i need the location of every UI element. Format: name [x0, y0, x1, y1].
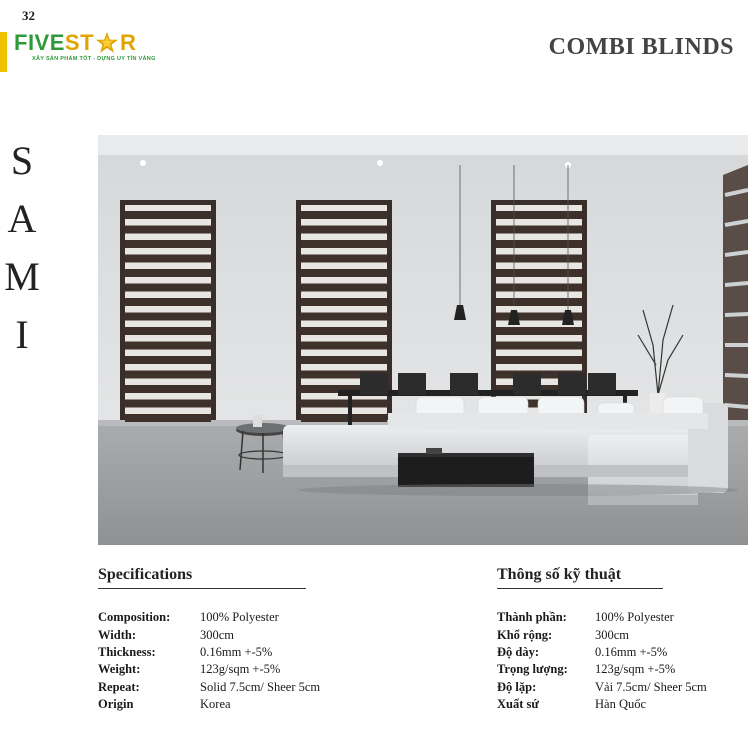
spec-value: Solid 7.5cm/ Sheer 5cm	[200, 679, 321, 694]
specifications-table-en	[98, 609, 320, 713]
spec-row	[98, 626, 320, 643]
accent-bar	[0, 32, 7, 72]
spec-label: Khổ rộng:	[497, 627, 553, 642]
spec-label: Thành phần:	[497, 610, 567, 625]
spec-label: Độ dày:	[497, 644, 540, 659]
spec-value: Korea	[200, 697, 231, 712]
specifications-rule-en	[98, 588, 306, 589]
spec-value: 0.16mm +-5%	[200, 644, 273, 659]
brand-logo	[14, 30, 186, 70]
spec-row	[497, 661, 707, 678]
spec-label: Composition:	[98, 610, 171, 625]
brand-name-part2: ST	[64, 30, 95, 55]
vertical-title-letter: M	[4, 254, 40, 299]
specifications-heading-vi: Thông số kỹ thuật	[497, 566, 622, 583]
spec-value: Hàn Quốc	[595, 697, 647, 712]
vertical-product-title	[4, 132, 40, 364]
spec-label: Độ lặp:	[497, 679, 537, 694]
spec-row	[497, 679, 707, 696]
spec-row	[497, 609, 707, 626]
spec-label: Origin	[98, 697, 134, 712]
spec-value: 123g/sqm +-5%	[200, 662, 281, 677]
spec-row	[98, 696, 320, 713]
brand-name-part3: R	[120, 30, 137, 55]
spec-value: 100% Polyester	[200, 610, 279, 625]
spec-label: Thickness:	[98, 644, 156, 659]
spec-row	[98, 644, 320, 661]
spec-value: 300cm	[200, 627, 235, 642]
vertical-title-letter: A	[7, 196, 37, 241]
brand-name-part1: FIVE	[14, 30, 65, 55]
spec-label: Weight:	[98, 662, 141, 677]
spec-value: 100% Polyester	[595, 610, 674, 625]
spec-row	[497, 644, 707, 661]
spec-value: 0.16mm +-5%	[595, 644, 668, 659]
vertical-title-letter: I	[15, 312, 29, 357]
page-title: COMBI BLINDS	[548, 34, 734, 60]
spec-row	[497, 696, 707, 713]
star-icon	[95, 31, 119, 55]
vertical-product-title-letters	[4, 132, 40, 364]
living-room-combi-blinds-photo-icon	[98, 135, 748, 545]
spec-value: Vải 7.5cm/ Sheer 5cm	[595, 679, 707, 694]
spec-row	[98, 679, 320, 696]
specifications-table-vi	[497, 609, 707, 713]
spec-label: Repeat:	[98, 679, 140, 694]
spec-label: Xuất sứ	[497, 697, 539, 712]
page-number: 32	[22, 8, 35, 23]
spec-row	[98, 609, 320, 626]
product-photo	[98, 135, 748, 545]
vertical-title-letter: S	[10, 138, 34, 183]
spec-row	[98, 661, 320, 678]
spec-row	[497, 626, 707, 643]
specifications-rule-vi	[497, 588, 663, 589]
spec-label: Width:	[98, 627, 136, 642]
brand-wordmark	[14, 30, 186, 56]
spec-value: 123g/sqm +-5%	[595, 662, 676, 677]
spec-label: Trọng lượng:	[497, 662, 568, 677]
spec-value: 300cm	[595, 627, 630, 642]
specifications-heading-en: Specifications	[98, 566, 193, 583]
brand-tagline: XÂY SẢN PHẨM TỐT - DỰNG UY TÍN VÀNG	[32, 56, 156, 62]
